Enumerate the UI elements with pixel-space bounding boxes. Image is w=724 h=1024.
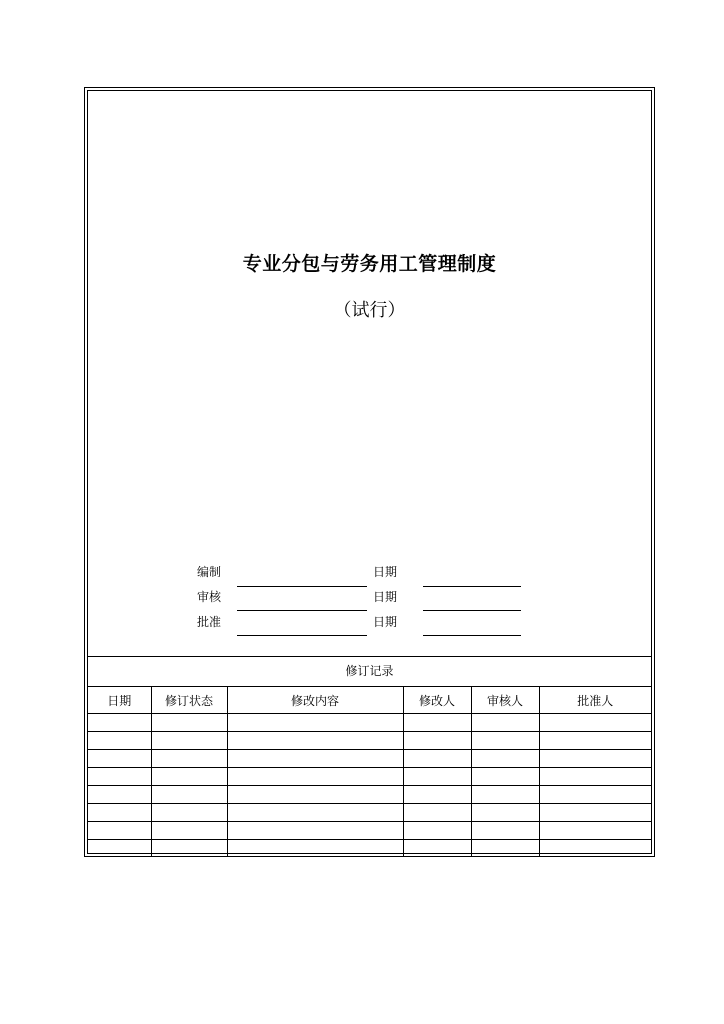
table-cell[interactable] [88,750,151,768]
table-row [88,750,651,768]
table-cell[interactable] [471,822,539,840]
sig-line-compile[interactable] [237,586,367,587]
table-cell[interactable] [151,750,227,768]
revision-table-header-row [88,687,651,714]
table-cell[interactable] [227,822,403,840]
table-cell[interactable] [88,822,151,840]
table-cell[interactable] [227,714,403,732]
sig-date-line-review[interactable] [423,610,521,611]
table-cell[interactable] [471,732,539,750]
table-cell[interactable] [539,786,651,804]
table-cell[interactable] [403,750,471,768]
document-subtitle: （试行） [333,300,406,321]
sig-date-label-review: 日期 [373,590,398,604]
table-cell[interactable] [539,750,651,768]
column-header-reviewer: 审核人 [471,687,539,714]
table-cell[interactable] [88,732,151,750]
table-cell[interactable] [539,714,651,732]
sig-line-approve[interactable] [237,635,367,636]
column-header-change-content: 修改内容 [227,687,403,714]
table-cell[interactable] [227,750,403,768]
column-header-revision-status: 修订状态 [151,687,227,714]
revision-record-title: 修订记录 [88,657,651,687]
table-cell[interactable] [227,840,403,858]
table-cell[interactable] [471,714,539,732]
table-cell[interactable] [403,822,471,840]
sig-label-compile: 编制 [197,565,222,579]
table-cell[interactable] [151,786,227,804]
document-title: 专业分包与劳务用工管理制度 [242,253,497,275]
sig-date-label-approve: 日期 [373,615,398,629]
table-row [88,768,651,786]
table-cell[interactable] [88,714,151,732]
revision-table-body [88,714,651,858]
table-cell[interactable] [403,768,471,786]
table-cell[interactable] [403,714,471,732]
table-cell[interactable] [403,732,471,750]
table-cell[interactable] [539,822,651,840]
table-cell[interactable] [151,840,227,858]
table-cell[interactable] [151,804,227,822]
column-header-approver: 批准人 [539,687,651,714]
table-row [88,804,651,822]
sig-label-review: 审核 [197,590,222,604]
table-cell[interactable] [227,732,403,750]
column-header-modifier: 修改人 [403,687,471,714]
table-cell[interactable] [539,804,651,822]
table-cell[interactable] [403,840,471,858]
table-cell[interactable] [471,768,539,786]
sig-date-line-approve[interactable] [423,635,521,636]
table-row [88,786,651,804]
table-cell[interactable] [88,840,151,858]
sig-line-review[interactable] [237,610,367,611]
table-row [88,714,651,732]
sig-date-label-compile: 日期 [373,565,398,579]
table-cell[interactable] [88,804,151,822]
table-cell[interactable] [403,804,471,822]
table-cell[interactable] [151,822,227,840]
table-row [88,732,651,750]
table-cell[interactable] [151,768,227,786]
table-cell[interactable] [471,840,539,858]
table-cell[interactable] [403,786,471,804]
document-frame [84,87,655,857]
revision-record [88,656,651,857]
column-header-date: 日期 [88,687,151,714]
table-cell[interactable] [151,732,227,750]
table-cell[interactable] [227,768,403,786]
table-cell[interactable] [539,732,651,750]
table-row [88,840,651,858]
table-cell[interactable] [227,786,403,804]
revision-table [88,687,651,857]
table-cell[interactable] [471,786,539,804]
table-cell[interactable] [151,714,227,732]
table-row [88,822,651,840]
table-cell[interactable] [471,750,539,768]
sig-date-line-compile[interactable] [423,586,521,587]
table-cell[interactable] [88,768,151,786]
table-cell[interactable] [539,840,651,858]
sig-label-approve: 批准 [197,615,222,629]
table-cell[interactable] [471,804,539,822]
table-cell[interactable] [227,804,403,822]
document-inner-frame [87,90,652,854]
table-cell[interactable] [88,786,151,804]
table-cell[interactable] [539,768,651,786]
